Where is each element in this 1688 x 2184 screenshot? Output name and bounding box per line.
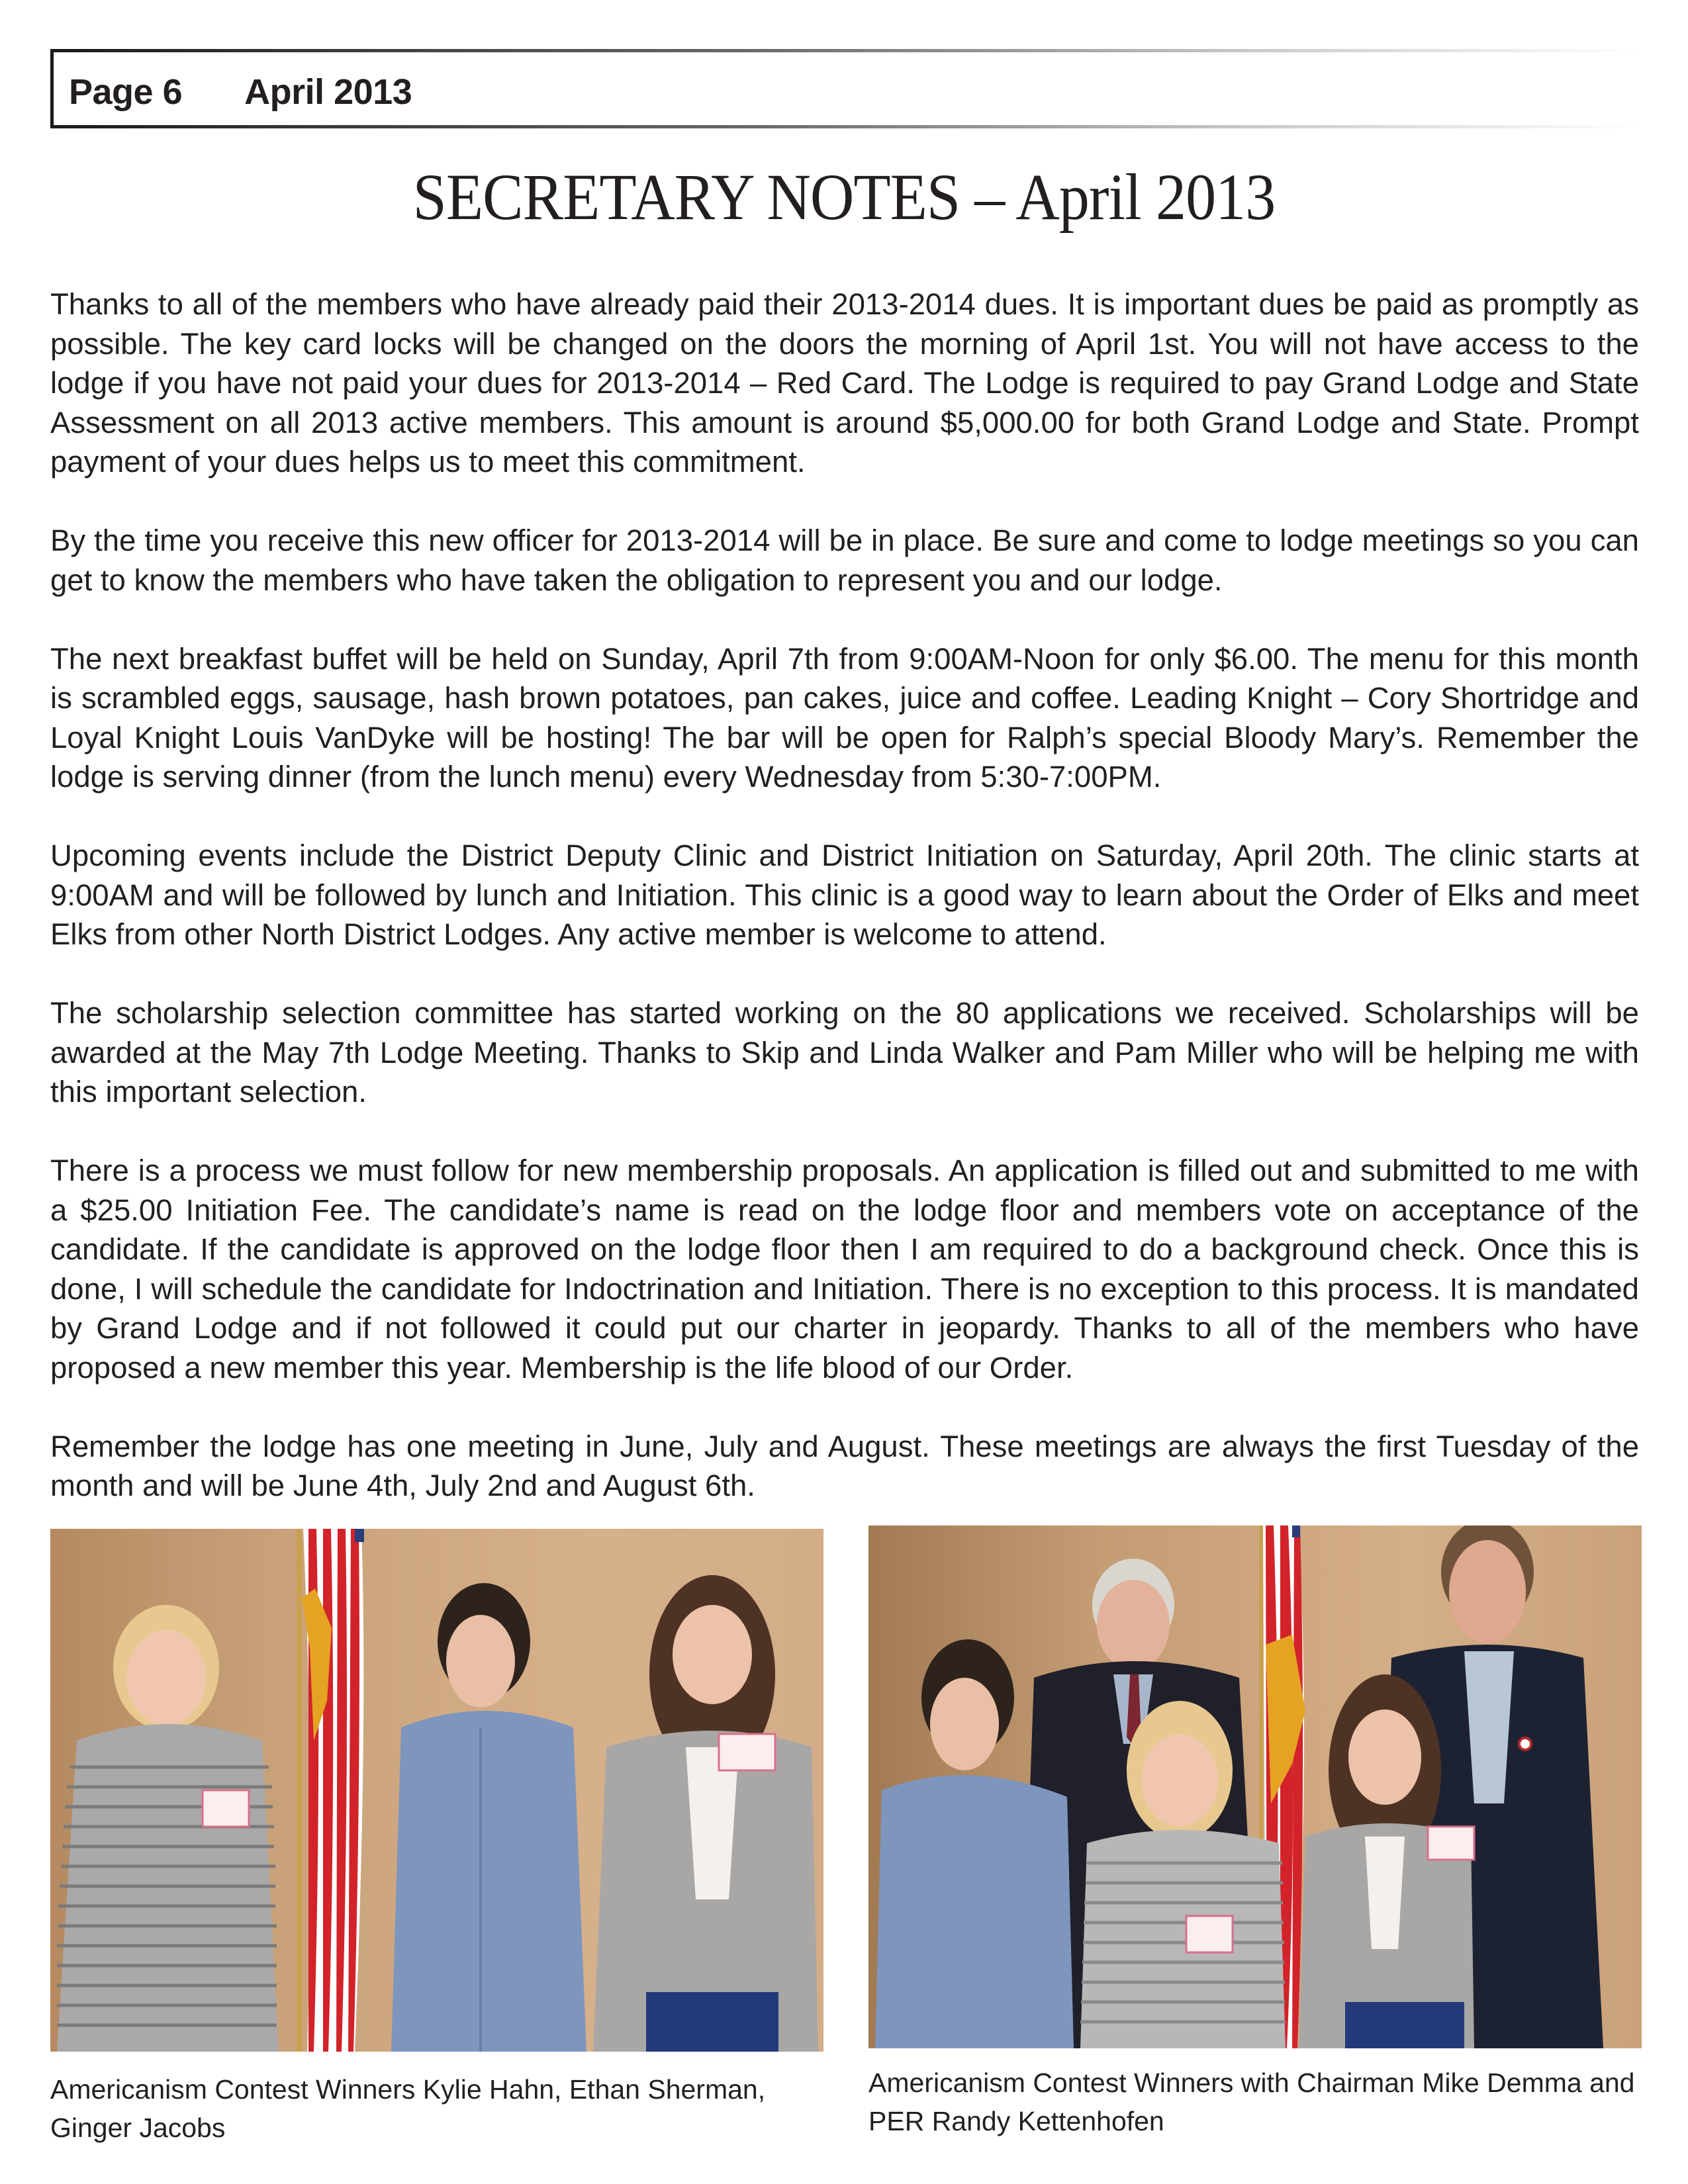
paragraph-officers: By the time you receive this new officer for 2013-2014 will be in place. Be sure and come to lodge meetings so you can get to know the members who have taken the obligation to represent you and our lodge. bbox=[50, 523, 1639, 597]
paragraph-scholarship: The scholarship selection committee has started working on the 80 applications we received. Scholarships will be awarded at the May 7th Lodge Meeting. Thanks to Skip and Linda Walker and Pam Miller who will be helping me with this important selection. bbox=[50, 996, 1639, 1109]
header-border bbox=[50, 49, 54, 128]
photo-contest-winners bbox=[50, 1529, 823, 2052]
header-text bbox=[69, 71, 412, 113]
photo-caption: Americanism Contest Winners with Chairman Mike Demma and PER Randy Kettenhofen bbox=[868, 2068, 1635, 2136]
article-body bbox=[50, 285, 1639, 1506]
american-flag bbox=[302, 1529, 364, 2052]
person-left bbox=[57, 1605, 279, 2052]
paragraph-breakfast: The next breakfast buffet will be held on Sunday, April 7th from 9:00AM-Noon for only $6.00. The menu for this month is scrambled eggs, sausage, hash brown potatoes, pan cakes, juice and coffee. Leading Knight – Cory Shortridge and Loyal Knight Louis VanDyke will be hosting! The bar will be open for Ralph’s special Bloody Mary’s. Remember the lodge is serving dinner (from the lunch menu) every Wednesday from 5:30-7:00PM. bbox=[50, 641, 1639, 794]
paragraph-dues: Thanks to all of the members who have already paid their 2013-2014 dues. It is important dues be paid as promptly as possible. The key card locks will be changed on the doors the morning of April 1st. You will not have access to the lodge if you have not paid your dues for 2013-2014 – Red Card. The Lodge is required to pay Grand Lodge and State Assessment on all 2013 active members. This amount is around $5,000.00 for both Grand Lodge and State. Prompt payment of your dues helps us to meet this commitment. bbox=[50, 287, 1639, 478]
person-middle bbox=[391, 1583, 586, 2052]
photo-illustration bbox=[868, 1525, 1642, 2048]
photo-winners-with-chairman bbox=[868, 1525, 1642, 2048]
paragraph-meetings: Remember the lodge has one meeting in June, July and August. These meetings are always the first Tuesday of the month and will be June 4th, July 2nd and August 6th. bbox=[50, 1429, 1639, 1502]
person-right bbox=[593, 1575, 818, 2052]
page-number: Page 6 bbox=[69, 72, 183, 112]
paragraph-events: Upcoming events include the District Deputy Clinic and District Initiation on Saturday, April 20th. The clinic starts at 9:00AM and will be followed by lunch and Initiation. This clinic is a good way to learn about the Order of Elks and meet Elks from other North District Lodges. Any active member is welcome to attend. bbox=[50, 839, 1639, 951]
photo-illustration bbox=[50, 1529, 823, 2052]
photo-caption: Americanism Contest Winners Kylie Hahn, Ethan Sherman, Ginger Jacobs bbox=[50, 2074, 766, 2143]
paragraph-membership: There is a process we must follow for new membership proposals. An application is filled out and submitted to me with a $25.00 Initiation Fee. The candidate’s name is read on the lodge floor and members vote on acceptance of the candidate. If the candidate is approved on the lodge floor then I am required to do a background check. Once this is done, I will schedule the candidate for Indoctrination and Initiation. There is no exception to this process. It is mandated by Grand Lodge and if not followed it could put our charter in jeopardy. Thanks to all of the members who have proposed a new member this year. Membership is the life blood of our Order. bbox=[50, 1154, 1639, 1385]
page-title: SECRETARY NOTES – April 2013 bbox=[412, 160, 1276, 234]
issue-date: April 2013 bbox=[244, 72, 412, 112]
